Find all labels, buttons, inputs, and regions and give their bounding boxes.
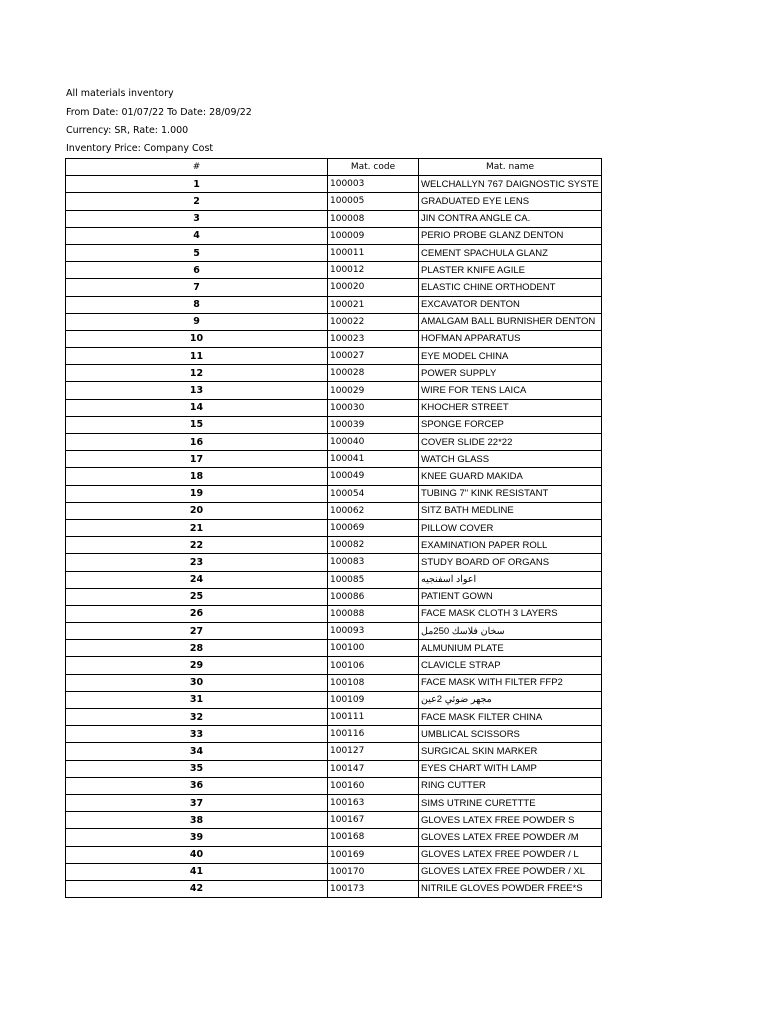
table-row (66, 863, 602, 880)
mat-name-cell: EXCAVATOR DENTON (419, 296, 602, 313)
column-header-number: # (66, 159, 328, 176)
mat-name-cell: EYE MODEL CHINA (419, 348, 602, 365)
table-row (66, 416, 602, 433)
mat-name-cell: EYES CHART WITH LAMP (419, 760, 602, 777)
mat-code-cell: 100012 (328, 262, 419, 279)
table-row (66, 519, 602, 536)
mat-code-cell: 100108 (328, 674, 419, 691)
mat-name-cell: WATCH GLASS (419, 451, 602, 468)
mat-code-cell: 100003 (328, 176, 419, 193)
mat-code-cell: 100088 (328, 605, 419, 622)
row-number: 27 (66, 623, 328, 640)
mat-name-cell: GLOVES LATEX FREE POWDER / L (419, 846, 602, 863)
row-number: 30 (66, 674, 328, 691)
table-row (66, 262, 602, 279)
mat-code-cell: 100011 (328, 244, 419, 261)
table-row (66, 812, 602, 829)
table-row (66, 657, 602, 674)
mat-name-cell: CEMENT SPACHULA GLANZ (419, 244, 602, 261)
mat-name-cell: PILLOW COVER (419, 519, 602, 536)
mat-code-cell: 100147 (328, 760, 419, 777)
row-number: 37 (66, 794, 328, 811)
column-header-mat-name: Mat. name (419, 159, 602, 176)
mat-code-cell: 100111 (328, 709, 419, 726)
row-number: 10 (66, 330, 328, 347)
row-number: 12 (66, 365, 328, 382)
row-number: 11 (66, 348, 328, 365)
mat-code-cell: 100041 (328, 451, 419, 468)
table-row (66, 296, 602, 313)
table-row (66, 502, 602, 519)
mat-code-cell: 100116 (328, 726, 419, 743)
row-number: 1 (66, 176, 328, 193)
table-row (66, 434, 602, 451)
mat-code-cell: 100022 (328, 313, 419, 330)
row-number: 2 (66, 193, 328, 210)
mat-code-cell: 100168 (328, 829, 419, 846)
mat-name-cell: SPONGE FORCEP (419, 416, 602, 433)
table-row (66, 537, 602, 554)
mat-name-cell: PERIO PROBE GLANZ DENTON (419, 227, 602, 244)
mat-code-cell: 100160 (328, 777, 419, 794)
mat-code-cell: 100039 (328, 416, 419, 433)
row-number: 16 (66, 434, 328, 451)
mat-code-cell: 100069 (328, 519, 419, 536)
table-row (66, 743, 602, 760)
table-row (66, 313, 602, 330)
mat-name-cell: ALMUNIUM PLATE (419, 640, 602, 657)
table-row (66, 227, 602, 244)
row-number: 40 (66, 846, 328, 863)
row-number: 39 (66, 829, 328, 846)
row-number: 26 (66, 605, 328, 622)
mat-name-cell: سخان فلاسك 250مل (419, 623, 602, 640)
table-row (66, 468, 602, 485)
row-number: 42 (66, 880, 328, 897)
mat-code-cell: 100028 (328, 365, 419, 382)
row-number: 19 (66, 485, 328, 502)
table-row (66, 794, 602, 811)
mat-name-cell: SITZ BATH MEDLINE (419, 502, 602, 519)
mat-name-cell: HOFMAN APPARATUS (419, 330, 602, 347)
currency-rate: Currency: SR, Rate: 1.000 (66, 125, 189, 136)
mat-code-cell: 100029 (328, 382, 419, 399)
table-row (66, 571, 602, 588)
table-row (66, 451, 602, 468)
mat-name-cell: KHOCHER STREET (419, 399, 602, 416)
mat-code-cell: 100100 (328, 640, 419, 657)
table-row (66, 726, 602, 743)
mat-name-cell: EXAMINATION PAPER ROLL (419, 537, 602, 554)
table-row (66, 210, 602, 227)
mat-name-cell: ELASTIC CHINE ORTHODENT (419, 279, 602, 296)
inventory-price-basis: Inventory Price: Company Cost (66, 143, 214, 154)
mat-name-cell: STUDY BOARD OF ORGANS (419, 554, 602, 571)
mat-name-cell: WIRE FOR TENS LAICA (419, 382, 602, 399)
mat-name-cell: FACE MASK FILTER CHINA (419, 709, 602, 726)
mat-code-cell: 100167 (328, 812, 419, 829)
row-number: 20 (66, 502, 328, 519)
table-row (66, 330, 602, 347)
mat-code-cell: 100054 (328, 485, 419, 502)
row-number: 38 (66, 812, 328, 829)
mat-name-cell: GLOVES LATEX FREE POWDER /M (419, 829, 602, 846)
table-row (66, 760, 602, 777)
table-row (66, 777, 602, 794)
column-header-mat-code: Mat. code (328, 159, 419, 176)
report-title: All materials inventory (66, 88, 174, 99)
mat-name-cell: NITRILE GLOVES POWDER FREE*S (419, 880, 602, 897)
row-number: 35 (66, 760, 328, 777)
row-number: 33 (66, 726, 328, 743)
mat-name-cell: GLOVES LATEX FREE POWDER S (419, 812, 602, 829)
mat-code-cell: 100030 (328, 399, 419, 416)
mat-code-cell: 100106 (328, 657, 419, 674)
mat-name-cell: GLOVES LATEX FREE POWDER / XL (419, 863, 602, 880)
row-number: 31 (66, 691, 328, 708)
row-number: 3 (66, 210, 328, 227)
table-row (66, 348, 602, 365)
table-row (66, 382, 602, 399)
mat-code-cell: 100170 (328, 863, 419, 880)
mat-name-cell: UMBLICAL SCISSORS (419, 726, 602, 743)
mat-code-cell: 100023 (328, 330, 419, 347)
row-number: 6 (66, 262, 328, 279)
mat-code-cell: 100040 (328, 434, 419, 451)
mat-name-cell: SURGICAL SKIN MARKER (419, 743, 602, 760)
mat-name-cell: WELCHALLYN 767 DAIGNOSTIC SYSTE (419, 176, 602, 193)
mat-name-cell: JIN CONTRA ANGLE CA. (419, 210, 602, 227)
mat-name-cell: SIMS UTRINE CURETTTE (419, 794, 602, 811)
table-row (66, 623, 602, 640)
mat-name-cell: FACE MASK WITH FILTER FFP2 (419, 674, 602, 691)
mat-code-cell: 100062 (328, 502, 419, 519)
table-row (66, 640, 602, 657)
mat-name-cell: TUBING 7" KINK RESISTANT (419, 485, 602, 502)
mat-code-cell: 100127 (328, 743, 419, 760)
table-row (66, 279, 602, 296)
mat-name-cell: COVER SLIDE 22*22 (419, 434, 602, 451)
table-row (66, 554, 602, 571)
mat-name-cell: KNEE GUARD MAKIDA (419, 468, 602, 485)
table-row (66, 244, 602, 261)
table-row (66, 880, 602, 897)
row-number: 15 (66, 416, 328, 433)
mat-code-cell: 100169 (328, 846, 419, 863)
row-number: 41 (66, 863, 328, 880)
table-row (66, 193, 602, 210)
row-number: 21 (66, 519, 328, 536)
row-number: 24 (66, 571, 328, 588)
table-row (66, 176, 602, 193)
mat-code-cell: 100093 (328, 623, 419, 640)
table-row (66, 399, 602, 416)
mat-name-cell: اعواد اسفنجيه (419, 571, 602, 588)
mat-name-cell: POWER SUPPLY (419, 365, 602, 382)
mat-name-cell: PLASTER KNIFE AGILE (419, 262, 602, 279)
table-row (66, 709, 602, 726)
table-row (66, 485, 602, 502)
mat-code-cell: 100049 (328, 468, 419, 485)
mat-code-cell: 100008 (328, 210, 419, 227)
mat-code-cell: 100020 (328, 279, 419, 296)
table-row (66, 829, 602, 846)
table-header-row (66, 159, 602, 176)
mat-code-cell: 100173 (328, 880, 419, 897)
mat-code-cell: 100086 (328, 588, 419, 605)
row-number: 28 (66, 640, 328, 657)
mat-name-cell: FACE MASK CLOTH 3 LAYERS (419, 605, 602, 622)
date-range: From Date: 01/07/22 To Date: 28/09/22 (66, 107, 252, 118)
table-row (66, 588, 602, 605)
mat-code-cell: 100085 (328, 571, 419, 588)
table-row (66, 691, 602, 708)
mat-code-cell: 100021 (328, 296, 419, 313)
row-number: 7 (66, 279, 328, 296)
row-number: 13 (66, 382, 328, 399)
mat-code-cell: 100027 (328, 348, 419, 365)
row-number: 17 (66, 451, 328, 468)
table-body (66, 176, 602, 898)
mat-code-cell: 100082 (328, 537, 419, 554)
mat-name-cell: RING CUTTER (419, 777, 602, 794)
row-number: 23 (66, 554, 328, 571)
row-number: 29 (66, 657, 328, 674)
row-number: 34 (66, 743, 328, 760)
mat-name-cell: مجهر ضوئي 2عين (419, 691, 602, 708)
table-row (66, 605, 602, 622)
row-number: 36 (66, 777, 328, 794)
row-number: 22 (66, 537, 328, 554)
row-number: 9 (66, 313, 328, 330)
row-number: 5 (66, 244, 328, 261)
row-number: 32 (66, 709, 328, 726)
row-number: 8 (66, 296, 328, 313)
mat-name-cell: PATIENT GOWN (419, 588, 602, 605)
table-row (66, 846, 602, 863)
table-row (66, 365, 602, 382)
mat-name-cell: GRADUATED EYE LENS (419, 193, 602, 210)
mat-code-cell: 100005 (328, 193, 419, 210)
row-number: 14 (66, 399, 328, 416)
mat-code-cell: 100109 (328, 691, 419, 708)
mat-code-cell: 100083 (328, 554, 419, 571)
row-number: 18 (66, 468, 328, 485)
mat-name-cell: CLAVICLE STRAP (419, 657, 602, 674)
mat-code-cell: 100009 (328, 227, 419, 244)
row-number: 4 (66, 227, 328, 244)
inventory-table (65, 158, 602, 898)
row-number: 25 (66, 588, 328, 605)
mat-name-cell: AMALGAM BALL BURNISHER DENTON (419, 313, 602, 330)
table-row (66, 674, 602, 691)
mat-code-cell: 100163 (328, 794, 419, 811)
